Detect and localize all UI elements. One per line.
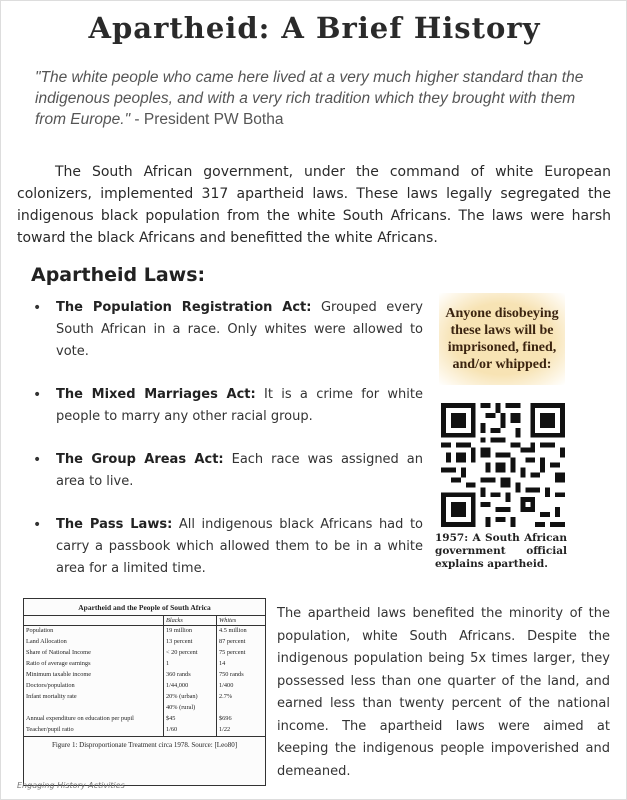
quote-text: "The white people who came here lived at a very much higher standard than the indigenous peoples, and with a very rich tradition which they brought with them from Europe." (35, 69, 584, 128)
intro-paragraph: The South African government, under the command of white European colonizers, implemented 317 apartheid laws. These laws legally segregated the indigenous black population from the white South Africans. The laws were harsh toward the black Africans and benefitted the white Africans. (17, 164, 611, 246)
table-row (24, 725, 265, 737)
law-item (31, 514, 423, 580)
quote-attribution: - President PW Botha (130, 111, 284, 128)
table-row (24, 659, 265, 670)
warning-clipping (439, 293, 565, 385)
table-title: Apartheid and the People of South Africa (24, 599, 265, 616)
table-row (24, 670, 265, 681)
law-item (31, 297, 423, 363)
law-description: It is a crime for white people to marry any other racial group. (56, 387, 424, 424)
qr-caption: 1957: A South African government official explains apartheid. (435, 532, 567, 570)
table-row (24, 648, 265, 659)
table-cell: Land Allocation (24, 637, 164, 648)
law-description: All indigenous black Africans had to carry a passbook which allowed them to be in a white area for a limited time. (56, 517, 424, 576)
table-cell: 19 million (164, 626, 217, 638)
table-header-cell: Blacks (164, 616, 217, 626)
table-row (24, 681, 265, 692)
table-cell: 2.7% (219, 693, 233, 700)
quote-block (35, 67, 605, 130)
page-title: Apartheid: A Brief History (88, 11, 541, 45)
table-cell: 40% (rural) (164, 703, 217, 714)
law-description: Each race was assigned an area to live. (56, 452, 423, 489)
table-cell: 1 (164, 659, 217, 670)
law-name: The Population Registration Act: (56, 300, 312, 315)
table-header-cell: Whites (217, 616, 266, 626)
table-cell: Annual expenditure on education per pupil (24, 714, 164, 725)
table-header-cell (24, 616, 164, 626)
law-name: The Group Areas Act: (56, 452, 224, 467)
table-row (24, 703, 265, 714)
table-cell: Population (24, 626, 164, 638)
table-cell: < 20 percent (164, 648, 217, 659)
table-cell (24, 703, 164, 714)
law-name: The Pass Laws: (56, 517, 173, 532)
laws-heading: Apartheid Laws: (31, 264, 206, 286)
table-cell: 20% (urban) (164, 692, 217, 703)
table-cell: 1/400 (219, 682, 234, 689)
table-row (24, 714, 265, 725)
law-item (31, 384, 423, 428)
bullet-icon: • (33, 300, 42, 316)
comparison-table (24, 616, 265, 737)
conclusion-paragraph: The apartheid laws benefited the minority of the population, white South Africans. Despite the indigenous population being 5x times larger, they possessed less than one quarter of the land, and earned less than twenty percent of the national income. The apartheid laws were aimed at keeping the indigenous people impoverished and demeaned. (277, 606, 610, 779)
table-cell: $45 (164, 714, 217, 725)
table-cell: Infant mortality rate (24, 692, 164, 703)
table-header-row (24, 616, 265, 626)
table-cell: 4.5 million (219, 627, 247, 634)
table-cell: 14 (219, 660, 226, 667)
table-cell: Minimum taxable income (24, 670, 164, 681)
law-name: The Mixed Marriages Act: (56, 387, 256, 402)
table-cell: 13 percent (164, 637, 217, 648)
table-cell: 87 percent (219, 638, 246, 645)
table-cell: Ratio of average earnings (24, 659, 164, 670)
table-cell: 1/44,000 (164, 681, 217, 692)
qr-code-icon[interactable] (441, 403, 565, 527)
data-table-figure (23, 598, 266, 786)
table-cell: 1/22 (217, 725, 266, 737)
table-cell: 75 percent (219, 649, 246, 656)
bullet-icon: • (33, 452, 42, 468)
table-cell: 750 rands (219, 671, 244, 678)
warning-text: Anyone disobeying these laws will be imprisoned, fined, and/or whipped: (445, 306, 559, 372)
table-cell: Teacher/pupil ratio (24, 725, 164, 737)
table-cell: Share of National Income (24, 648, 164, 659)
footer-credit: Engaging History Activities (17, 781, 125, 790)
table-row (24, 626, 265, 638)
law-item (31, 449, 423, 493)
laws-list (31, 297, 423, 601)
law-description: Grouped every South African in a race. Only whites were allowed to vote. (56, 300, 423, 359)
table-cell: Doctors/population (24, 681, 164, 692)
table-row (24, 637, 265, 648)
table-cell: $696 (219, 715, 232, 722)
table-cell: 1/60 (164, 725, 217, 737)
table-row (24, 692, 265, 703)
bullet-icon: • (33, 517, 42, 533)
table-cell: 360 rands (164, 670, 217, 681)
bullet-icon: • (33, 387, 42, 403)
table-cell (217, 703, 266, 714)
table-caption: Figure 1: Disproportionate Treatment circa 1978. Source: [Leo80] (51, 741, 238, 749)
